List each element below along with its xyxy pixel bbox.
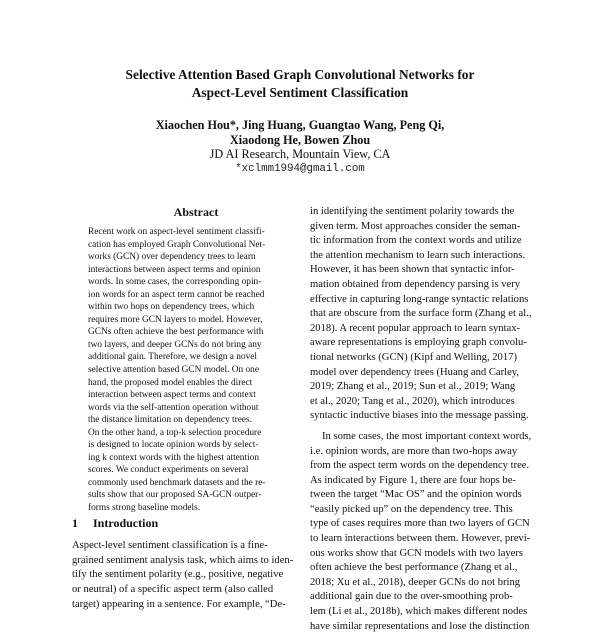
text-line — [88, 289, 310, 302]
line-text: requires more GCN layers to model. However, — [88, 314, 263, 325]
line-text: However, it has been shown that syntactic infor- — [310, 264, 515, 276]
line-text: tional networks (GCN) (Kipf and Welling, 2017) — [310, 351, 517, 363]
line-text: type of cases requires more than two layers of GCN — [310, 518, 530, 530]
text-line — [310, 561, 532, 576]
right-paragraph-1 — [310, 205, 532, 424]
abstract-body — [88, 226, 310, 515]
text-line — [72, 583, 312, 598]
line-text: Aspect-level sentiment classification is a fine- — [72, 540, 268, 551]
text-line — [310, 380, 532, 395]
author-email: *xclmm1994@gmail.com — [235, 163, 365, 175]
intro-body — [72, 539, 312, 613]
line-text: often achieve the best performance (Zhang et al., — [310, 562, 518, 574]
line-text: In some cases, the most important context words, — [322, 430, 532, 442]
line-text: commonly used benchmark datasets and the re- — [88, 477, 266, 488]
text-line — [310, 293, 532, 308]
text-line — [88, 339, 310, 352]
line-text: within two hops on dependency trees, which — [88, 302, 255, 313]
text-line — [88, 489, 310, 502]
text-line — [88, 264, 310, 277]
line-text: tic information from the context words and utilize — [310, 235, 522, 247]
line-text: Recent work on aspect-level sentiment classifi- — [88, 227, 265, 237]
text-line — [88, 477, 310, 490]
text-line — [310, 366, 532, 381]
line-text: grained sentiment analysis task, which aims to iden- — [72, 554, 294, 566]
line-text: i.e. opinion words, are more than two-hops away — [310, 445, 518, 457]
line-text: scores. We conduct experiments on several — [88, 465, 249, 476]
line-text: that are obscure from the surface form (Zhang et al., — [310, 308, 532, 320]
line-text: interaction between aspect terms and context — [88, 390, 256, 401]
line-text: in identifying the sentiment polarity towards the — [310, 206, 515, 217]
line-text: from the aspect term words on the dependency tree. — [310, 460, 530, 472]
line-text: effective in capturing long-range syntactic relations — [310, 293, 529, 305]
text-line — [310, 532, 532, 547]
text-line — [88, 414, 310, 427]
line-text: or neutral) of a specific aspect term (also called — [72, 584, 274, 596]
text-line — [310, 307, 532, 322]
line-text: additional gain due to the over-smoothing prob- — [310, 591, 513, 603]
line-text: “easily picked up” on the dependency tree. This — [310, 503, 513, 515]
text-line — [88, 239, 310, 252]
line-text: additional gain. Therefore, we design a novel — [88, 352, 257, 363]
line-text: lem (Li et al., 2018b), which makes different nodes — [310, 606, 528, 618]
line-text: is designed to locate opinion words by select- — [88, 440, 259, 451]
text-line — [88, 276, 310, 289]
text-line — [88, 377, 310, 390]
text-line — [88, 502, 310, 515]
line-text: On the other hand, a top-k selection procedure — [88, 427, 262, 438]
right-column — [310, 205, 532, 634]
text-line — [310, 576, 532, 591]
line-text: works (GCN) over dependency trees to learn — [88, 252, 256, 263]
text-line — [72, 568, 312, 583]
text-line — [310, 205, 532, 220]
text-line — [88, 402, 310, 415]
text-line — [88, 427, 310, 440]
section-number: 1 — [72, 516, 78, 530]
line-text: words. In some cases, the corresponding opin- — [88, 277, 262, 288]
text-line — [310, 395, 532, 410]
line-text: As indicated by Figure 1, there are four hops be- — [310, 474, 516, 486]
text-line — [88, 439, 310, 452]
text-line — [310, 263, 532, 278]
text-line — [88, 251, 310, 264]
line-text: ing k context words with the highest attention — [88, 452, 260, 463]
text-line — [310, 547, 532, 562]
text-line — [310, 590, 532, 605]
line-text: two layers, and deeper GCNs do not bring any — [88, 339, 262, 350]
line-text: 2019; Zhang et al., 2019; Sun et al., 2019; Wang — [310, 381, 516, 393]
text-line — [310, 278, 532, 293]
text-line — [88, 314, 310, 327]
line-text: et al., 2020; Tang et al., 2020), which introduces — [310, 395, 515, 407]
line-text: selective attention based GCN model. On one — [88, 365, 259, 376]
text-line — [88, 364, 310, 377]
text-line — [310, 605, 532, 620]
line-text: ous works show that GCN models with two layers — [310, 547, 524, 559]
line-text: aware representations is employing graph convolu- — [310, 337, 527, 349]
text-line — [88, 226, 310, 239]
line-text: cation has employed Graph Convolutional Net- — [88, 239, 266, 250]
line-text: to learn interactions between them. However, previ- — [310, 533, 531, 545]
line-text: model over dependency trees (Huang and Carley, — [310, 366, 520, 378]
line-text: ion words for an aspect term cannot be reached — [88, 289, 265, 300]
text-line — [310, 220, 532, 235]
text-line — [310, 503, 532, 518]
text-line — [88, 301, 310, 314]
line-text: words via the self-attention operation without — [88, 402, 259, 413]
text-line — [310, 445, 532, 460]
line-text: syntactic inductive biases into the message passing. — [310, 410, 529, 422]
text-line — [310, 620, 532, 634]
title-line: Aspect-Level Sentiment Classification — [191, 85, 409, 100]
author-line: Xiaochen Hou*, Jing Huang, Guangtao Wang, Peng Qi, — [155, 118, 445, 132]
text-line — [310, 430, 532, 445]
text-line — [88, 389, 310, 402]
text-line — [72, 539, 312, 554]
text-line — [88, 326, 310, 339]
text-line — [310, 459, 532, 474]
line-text: the attention mechanism to learn such interactions. — [310, 249, 526, 261]
text-line — [88, 452, 310, 465]
affiliation: JD AI Research, Mountain View, CA — [209, 147, 391, 161]
text-line — [310, 488, 532, 503]
line-text: the distance limitation on dependency trees. — [88, 415, 252, 426]
text-line — [72, 554, 312, 569]
line-text: 2018). A recent popular approach to learn syntax- — [310, 322, 521, 334]
line-text: have similar representations and lose the distinction — [310, 620, 530, 632]
abstract-heading: Abstract — [173, 205, 219, 219]
line-text: tify the sentiment polarity (e.g., positive, negative — [72, 569, 284, 581]
text-line — [88, 464, 310, 477]
paper-title — [60, 66, 540, 102]
text-line — [88, 351, 310, 364]
text-line — [72, 598, 312, 613]
line-text: forms strong baseline models. — [88, 503, 201, 514]
line-text: mation obtained from dependency parsing is very — [310, 278, 521, 290]
author-line: Xiaodong He, Bowen Zhou — [229, 132, 371, 147]
line-text: hand, the proposed model enables the direct — [88, 377, 253, 388]
line-text: interactions between aspect terms and opinion — [88, 264, 261, 275]
line-text: target) appearing in a sentence. For example, “De- — [72, 598, 286, 610]
line-text: sults show that our proposed SA-GCN outper- — [88, 490, 262, 501]
line-text: given term. Most approaches consider the seman- — [310, 220, 521, 232]
section-title: Introduction — [93, 516, 159, 530]
text-line — [310, 351, 532, 366]
author-list — [60, 118, 540, 147]
text-line — [310, 409, 532, 424]
text-line — [310, 474, 532, 489]
text-line — [310, 249, 532, 264]
text-line — [310, 234, 532, 249]
right-paragraph-2 — [310, 430, 532, 634]
line-text: GCNs often achieve the best performance with — [88, 327, 264, 338]
text-line — [310, 322, 532, 337]
line-text: 2018; Xu et al., 2018), deeper GCNs do not bring — [310, 576, 521, 588]
text-line — [310, 336, 532, 351]
text-line — [310, 517, 532, 532]
section-heading — [72, 516, 312, 530]
line-text: tween the target “Mac OS” and the opinion words — [310, 489, 522, 501]
title-line: Selective Attention Based Graph Convolutional Networks for — [125, 67, 475, 82]
